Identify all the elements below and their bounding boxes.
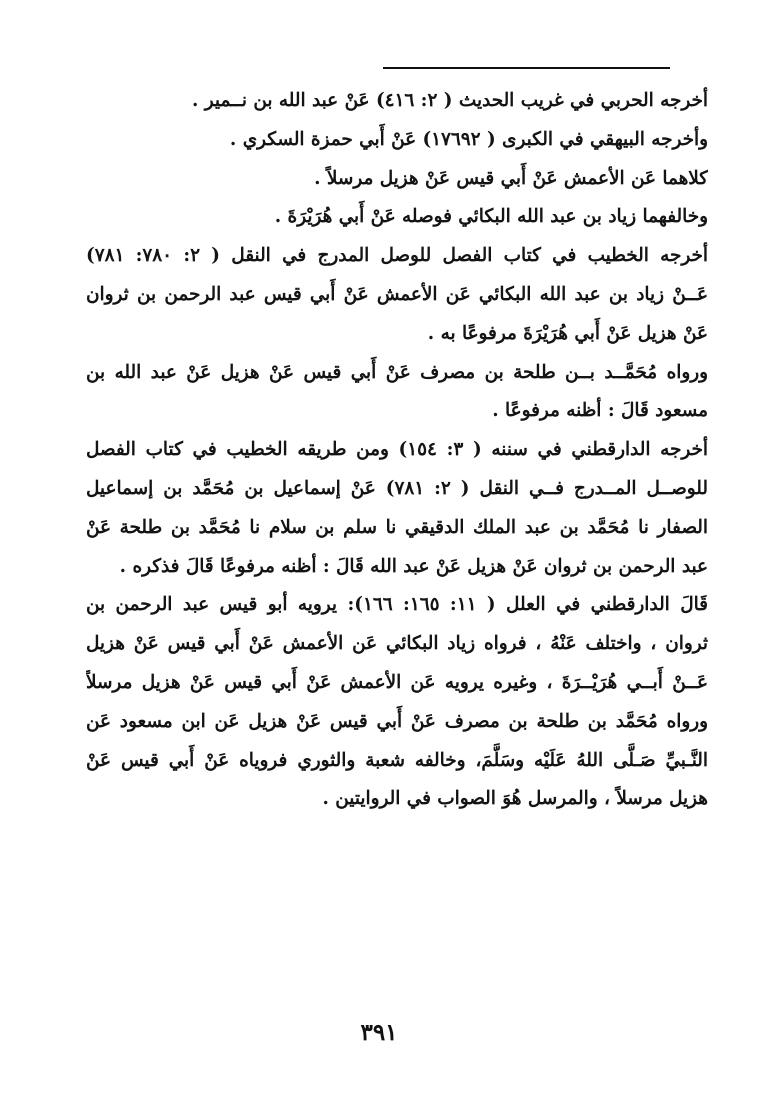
text-line: عَــنْ أَبــي هُرَيْــرَةَ ، وغيره يرويه عَن الأعمش عَنْ أَبي قيس عَنْ هزيل مرسلاً [86, 671, 708, 693]
text-line: الصفار نا مُحَمَّد بن عبد الملك الدقيقي نا سلم بن سلام نا مُحَمَّد بن طلحة عَنْ [86, 516, 708, 538]
text-line: عَــنْ زياد بن عبد الله البكائي عَن الأعمش عَنْ أَبي قيس عبد الرحمن بن ثروان [86, 283, 708, 305]
text-line: هزيل مرسلاً ، والمرسل هُوَ الصواب في الروايتين . [322, 788, 708, 810]
text-line: كلاهما عَن الأعمش عَنْ أَبي قيس عَنْ هزيل مرسلاً . [314, 167, 708, 189]
text-line: عَنْ هزيل عَنْ أَبي هُرَيْرَةَ مرفوعًا به . [427, 322, 708, 344]
text-line: عبد الرحمن بن ثروان عَنْ هزيل عَنْ عبد الله قَالَ : أظنه مرفوعًا قَالَ فذكره . [119, 555, 708, 577]
text-line: ورواه مُحَمَّــد بــن طلحة بن مصرف عَنْ أَبي قيس عَنْ هزيل عَنْ عبد الله بن [86, 361, 708, 383]
text-line: ثروان ، واختلف عَنْهُ ، فرواه زياد البكائي عَن الأعمش عَنْ أَبي قيس عَنْ هزيل [86, 633, 708, 655]
footnote-separator-rule [383, 67, 670, 69]
text-line: أخرجه الحربي في غريب الحديث ( ٢: ٤١٦) عَنْ عبد الله بن نــمير . [191, 90, 708, 111]
page-number: ٣٩١ [360, 1019, 398, 1046]
footnote-text-block [86, 82, 708, 819]
text-line: وخالفهما زياد بن عبد الله البكائي فوصله عَنْ أَبي هُرَيْرَةَ . [274, 206, 708, 228]
text-line: للوصــل المــدرج فــي النقل ( ٢: ٧٨١) عَنْ إسماعيل بن مُحَمَّد بن إسماعيل [86, 477, 708, 499]
text-line: مسعود قَالَ : أظنه مرفوعًا . [492, 400, 708, 422]
text-line: أخرجه الدارقطني في سننه ( ٣: ١٥٤) ومن طريقه الخطيب في كتاب الفصل [86, 439, 708, 461]
text-line: وأخرجه البيهقي في الكبرى ( ١٧٦٩٢) عَنْ أَبي حمزة السكري . [229, 128, 708, 150]
text-line: النَّـبيِّ صَـلَّى اللهُ عَلَيْه وسَلَّمَ، وخالفه شعبة والثوري فروياه عَنْ أَبي قيس عَنْ [86, 749, 708, 771]
text-line: أخرجه الخطيب في كتاب الفصل للوصل المدرج في النقل ( ٢: ٧٨٠: ٧٨١) [86, 245, 708, 267]
text-line: قَالَ الدارقطني في العلل ( ١١: ١٦٥: ١٦٦): يرويه أبو قيس عبد الرحمن بن [86, 594, 708, 616]
text-line: ورواه مُحَمَّد بن طلحة بن مصرف عَنْ أَبي قيس عَنْ هزيل عَن ابن مسعود عَن [86, 710, 708, 732]
